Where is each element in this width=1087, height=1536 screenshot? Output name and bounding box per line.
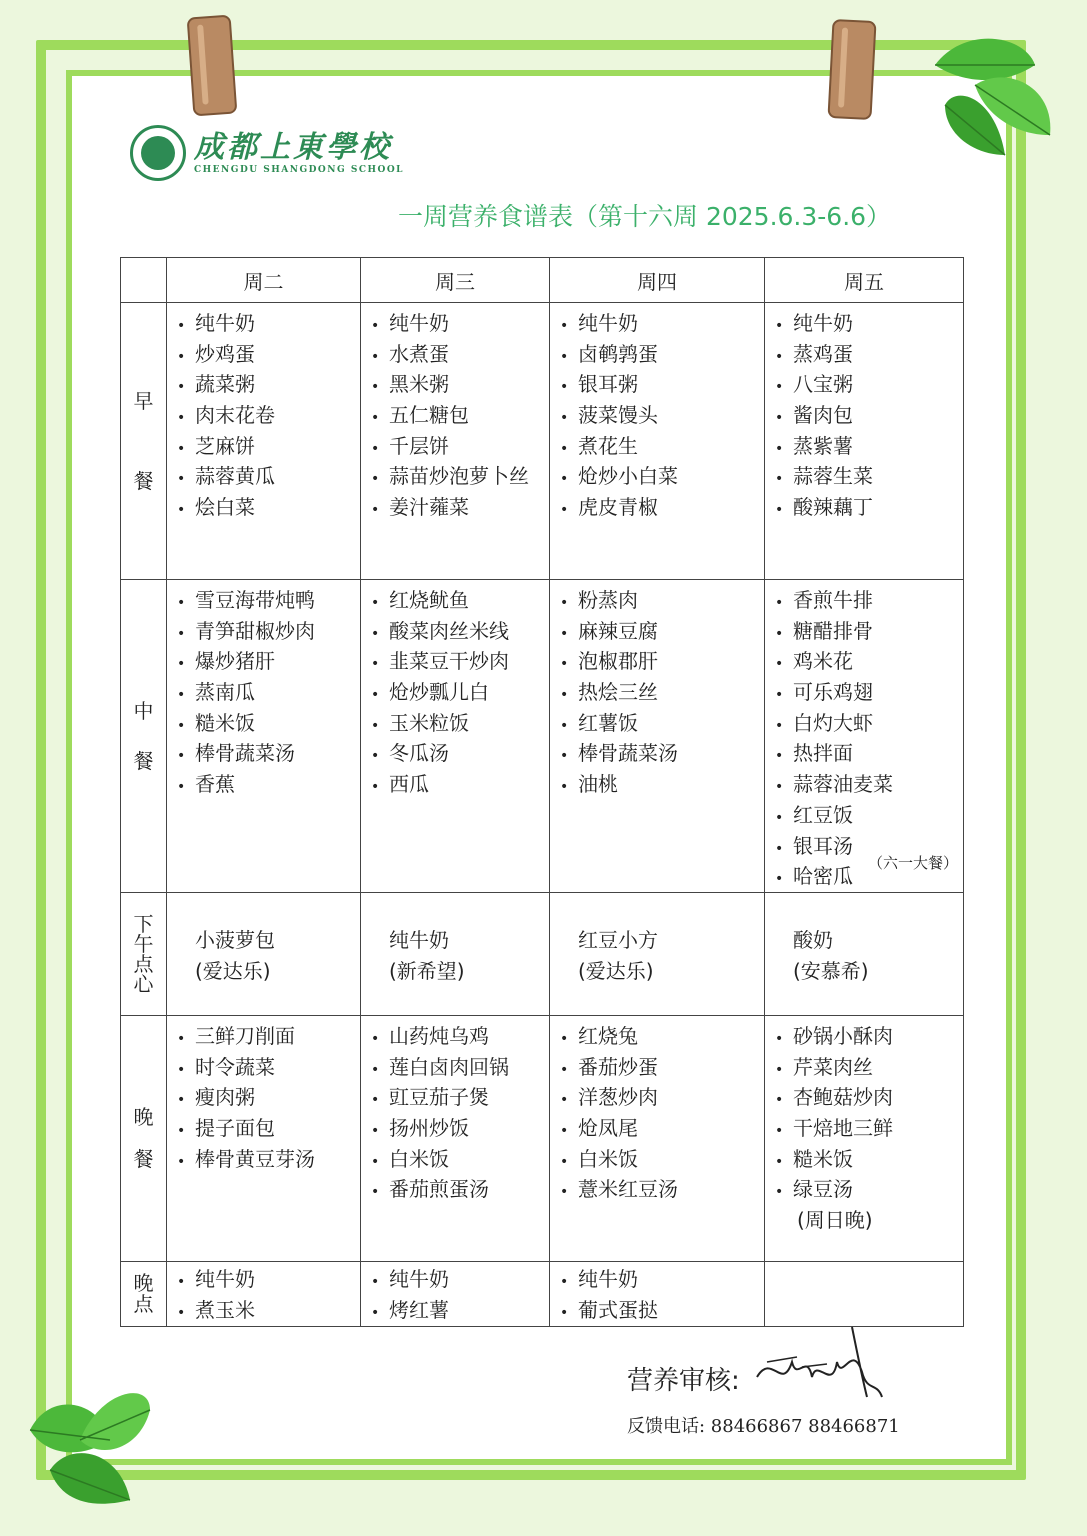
night-snack-cell [550, 1261, 765, 1326]
menu-item: • 纯牛奶 [177, 308, 360, 339]
menu-item: • 千层饼 [371, 431, 549, 462]
menu-item: • 热拌面 [775, 738, 963, 769]
menu-item: • 青笋甜椒炒肉 [177, 616, 360, 647]
menu-item: • 红薯饭 [560, 708, 764, 739]
menu-item: • 棒骨蔬菜汤 [177, 738, 360, 769]
menu-item: • 韭菜豆干炒肉 [371, 646, 549, 677]
school-emblem-icon [130, 125, 186, 181]
school-name-cn: 成都上東學校 [194, 130, 392, 165]
menu-item: • 水煮蛋 [371, 339, 549, 370]
menu-item: • 番茄煎蛋汤 [371, 1174, 549, 1205]
menu-item: • 菠菜馒头 [560, 400, 764, 431]
menu-item: • 薏米红豆汤 [560, 1174, 764, 1205]
menu-item: • 糙米饭 [775, 1144, 963, 1175]
leaf-icon [915, 25, 1065, 175]
menu-item: • 三鲜刀削面 [177, 1021, 360, 1052]
menu-item: • 炒鸡蛋 [177, 339, 360, 370]
menu-item: • 蒜蓉黄瓜 [177, 461, 360, 492]
menu-item: • 干焙地三鲜 [775, 1113, 963, 1144]
menu-item: • 芝麻饼 [177, 431, 360, 462]
night-snack-cell [361, 1261, 550, 1326]
menu-item: • 黑米粥 [371, 369, 549, 400]
lunch-special-note: （六一大餐） [868, 854, 959, 872]
menu-item: • 炝凤尾 [560, 1113, 764, 1144]
menu-item: • 酸菜肉丝米线 [371, 616, 549, 647]
menu-item: • 红烧兔 [560, 1021, 764, 1052]
menu-item: • 纯牛奶 [177, 1264, 360, 1295]
menu-item: • 可乐鸡翅 [775, 677, 963, 708]
menu-item: • 冬瓜汤 [371, 738, 549, 769]
night-snack-label: 晚 点 [121, 1261, 167, 1326]
menu-item: • 瘦肉粥 [177, 1082, 360, 1113]
school-logo [130, 125, 404, 181]
dinner-cell [550, 1015, 765, 1261]
breakfast-cell [550, 303, 765, 580]
page-title: 一周营养食谱表（第十六周 2025.6.3-6.6） [398, 202, 892, 231]
menu-item: • 棒骨蔬菜汤 [560, 738, 764, 769]
menu-item: • 番茄炒蛋 [560, 1052, 764, 1083]
menu-item: • 白米饭 [560, 1144, 764, 1175]
paper-clip-icon [827, 19, 876, 120]
menu-item: • 泡椒郡肝 [560, 646, 764, 677]
menu-item: • 哈密瓜 [775, 861, 963, 892]
menu-item: • 爆炒猪肝 [177, 646, 360, 677]
signature-icon [752, 1322, 892, 1412]
menu-item: • 红烧鱿鱼 [371, 585, 549, 616]
breakfast-cell [361, 303, 550, 580]
menu-item: • 纯牛奶 [560, 308, 764, 339]
snack-cell: 纯牛奶 (新希望) [361, 892, 550, 1015]
menu-item: • 蒸南瓜 [177, 677, 360, 708]
menu-item: • 玉米粒饭 [371, 708, 549, 739]
menu-item: • 杏鲍菇炒肉 [775, 1082, 963, 1113]
menu-item: • 莲白卤肉回锅 [371, 1052, 549, 1083]
menu-item: • 糖醋排骨 [775, 616, 963, 647]
snack-cell: 酸奶 (安慕希) [765, 892, 964, 1015]
nutrition-audit-label: 营养审核: [627, 1366, 740, 1396]
leaf-icon [20, 1370, 170, 1520]
menu-item: • 蒜蓉生菜 [775, 461, 963, 492]
menu-item: • 豇豆茄子煲 [371, 1082, 549, 1113]
menu-item: • 煮花生 [560, 431, 764, 462]
dinner-cell [765, 1015, 964, 1261]
lunch-cell [167, 580, 361, 893]
menu-item: • 纯牛奶 [560, 1264, 764, 1295]
menu-item: • 扬州炒饭 [371, 1113, 549, 1144]
dinner-label: 晚 餐 [121, 1015, 167, 1261]
breakfast-row [121, 303, 964, 580]
menu-item: • 肉末花卷 [177, 400, 360, 431]
menu-item: • 山药炖乌鸡 [371, 1021, 549, 1052]
menu-item: • 蒸紫薯 [775, 431, 963, 462]
menu-item: • 绿豆汤 [775, 1174, 963, 1205]
menu-item: • 银耳粥 [560, 369, 764, 400]
menu-table [120, 257, 964, 1327]
menu-item: • 蒸鸡蛋 [775, 339, 963, 370]
menu-item: • 雪豆海带炖鸭 [177, 585, 360, 616]
snack-label: 下 午 点 心 [121, 892, 167, 1015]
menu-item: • 芹菜肉丝 [775, 1052, 963, 1083]
menu-item: • 炝炒瓢儿白 [371, 677, 549, 708]
menu-item: • 西瓜 [371, 769, 549, 800]
menu-item: • 粉蒸肉 [560, 585, 764, 616]
lunch-row [121, 580, 964, 893]
day-header: 周四 [550, 258, 765, 303]
menu-item: • 八宝粥 [775, 369, 963, 400]
menu-item: • 烩白菜 [177, 492, 360, 523]
menu-item: • 纯牛奶 [371, 308, 549, 339]
menu-item: • 热烩三丝 [560, 677, 764, 708]
feedback-phone: 反馈电话: 88466867 88466871 [627, 1416, 900, 1437]
menu-item: • 银耳汤 [775, 831, 963, 862]
menu-item: • 白灼大虾 [775, 708, 963, 739]
paper-clip-icon [187, 15, 238, 117]
menu-item: • 香蕉 [177, 769, 360, 800]
menu-item: • 蒜蓉油麦菜 [775, 769, 963, 800]
lunch-cell [550, 580, 765, 893]
breakfast-label: 早 餐 [121, 303, 167, 580]
menu-item: • 洋葱炒肉 [560, 1082, 764, 1113]
menu-item: • 提子面包 [177, 1113, 360, 1144]
menu-item: • 蔬菜粥 [177, 369, 360, 400]
menu-item: • 卤鹌鹑蛋 [560, 339, 764, 370]
menu-item: • 葡式蛋挞 [560, 1295, 764, 1326]
lunch-cell [765, 580, 964, 893]
header-row [121, 258, 964, 303]
breakfast-cell [167, 303, 361, 580]
snack-cell: 小菠萝包 (爱达乐) [167, 892, 361, 1015]
lunch-cell [361, 580, 550, 893]
dinner-cell [167, 1015, 361, 1261]
menu-item: • 虎皮青椒 [560, 492, 764, 523]
menu-item: • 煮玉米 [177, 1295, 360, 1326]
corner-cell [121, 258, 167, 303]
dinner-extra-note: (周日晚) [797, 1208, 873, 1232]
menu-item: • 姜汁蕹菜 [371, 492, 549, 523]
menu-item: • 烤红薯 [371, 1295, 549, 1326]
menu-item: • 砂锅小酥肉 [775, 1021, 963, 1052]
menu-item: • 麻辣豆腐 [560, 616, 764, 647]
breakfast-cell [765, 303, 964, 580]
menu-item: • 油桃 [560, 769, 764, 800]
dinner-cell [361, 1015, 550, 1261]
night-snack-row [121, 1261, 964, 1326]
menu-item: • 糙米饭 [177, 708, 360, 739]
menu-item: • 棒骨黄豆芽汤 [177, 1144, 360, 1175]
menu-item: • 纯牛奶 [775, 308, 963, 339]
night-snack-cell [167, 1261, 361, 1326]
day-header: 周二 [167, 258, 361, 303]
menu-item: • 鸡米花 [775, 646, 963, 677]
lunch-label: 中 餐 [121, 580, 167, 893]
snack-row [121, 892, 964, 1015]
snack-cell: 红豆小方 (爱达乐) [550, 892, 765, 1015]
menu-item: • 酸辣藕丁 [775, 492, 963, 523]
night-snack-cell [765, 1261, 964, 1326]
menu-item: • 蒜苗炒泡萝卜丝 [371, 461, 549, 492]
dinner-row [121, 1015, 964, 1261]
menu-item: • 白米饭 [371, 1144, 549, 1175]
day-header: 周五 [765, 258, 964, 303]
menu-item: • 香煎牛排 [775, 585, 963, 616]
menu-item: • 时令蔬菜 [177, 1052, 360, 1083]
menu-item: • 炝炒小白菜 [560, 461, 764, 492]
day-header: 周三 [361, 258, 550, 303]
menu-item: • 酱肉包 [775, 400, 963, 431]
menu-item: • 红豆饭 [775, 800, 963, 831]
menu-item: • 纯牛奶 [371, 1264, 549, 1295]
menu-item: • 五仁糖包 [371, 400, 549, 431]
school-name-en: CHENGDU SHANGDONG SCHOOL [194, 165, 404, 175]
